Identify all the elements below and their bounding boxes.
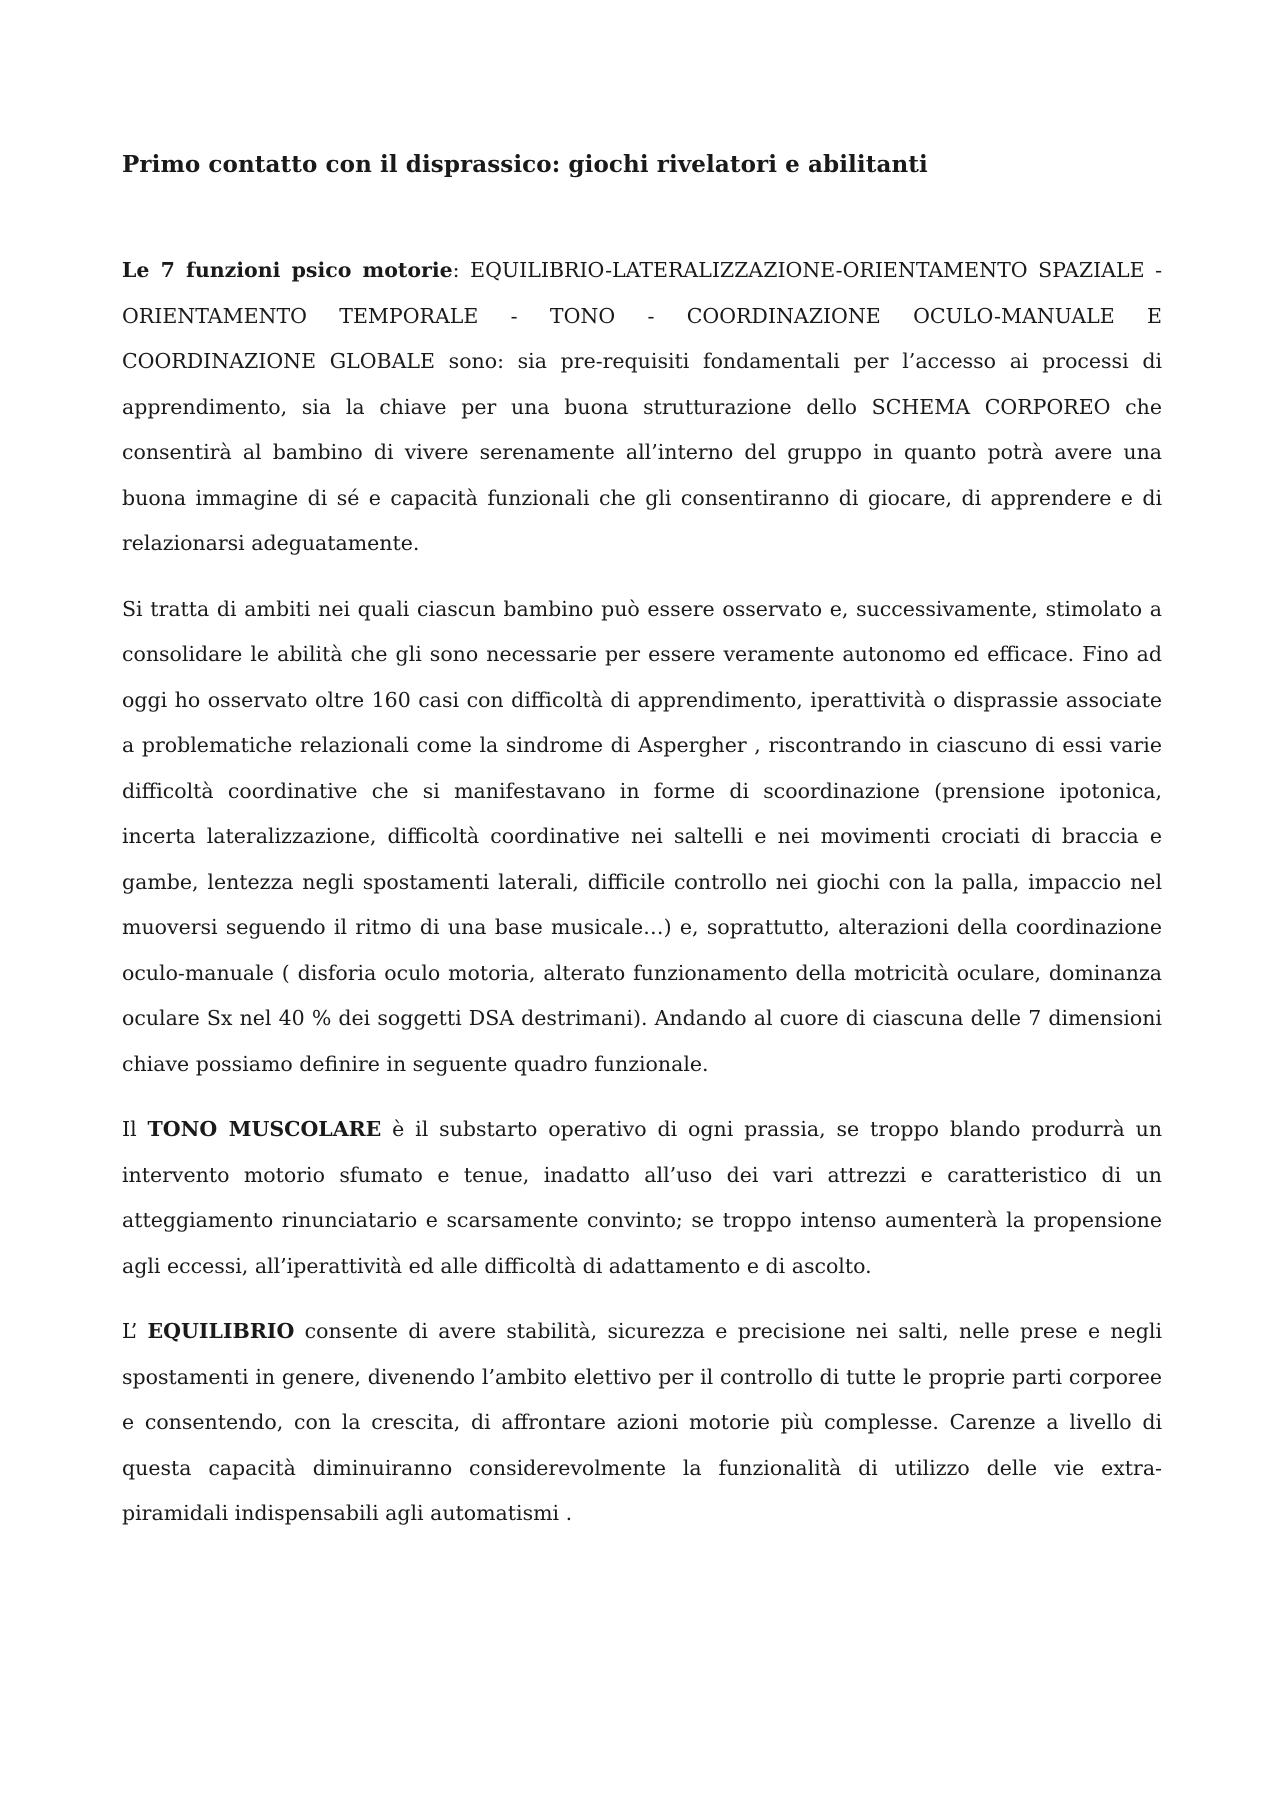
paragraph-text: Si tratta di ambiti nei quali ciascun bambino può essere osservato e, successivamente, stimolato a consolidare le abilità che gli sono necessarie per essere veramente autonomo ed efficace. Fino ad oggi ho osservato oltre 160 casi con difficoltà di apprendimento, iperattività o disprassie associate a problematiche relazionali come la sindrome di Aspergher , riscontrando in ciascuno di essi varie difficoltà coordinative che si manifestavano in forme di scoordinazione (prensione ipotonica, incerta lateralizzazione, difficoltà coordinative nei saltelli e nei movimenti crociati di braccia e gambe, lentezza negli spostamenti laterali, difficile controllo nei giochi con la palla, impaccio nel muoversi seguendo il ritmo di una base musicale…) e, soprattutto, alterazioni della coordinazione oculo-manuale ( disforia oculo motoria, alterato funzionamento della motricità oculare, dominanza oculare Sx nel 40 % dei soggetti DSA destrimani). Andando al cuore di ciascuna delle 7 dimensioni chiave possiamo definire in seguente quadro funzionale.	[122, 596, 1162, 1076]
paragraph-prefix: L’	[122, 1319, 148, 1343]
paragraph-text: è il substarto operativo di ogni prassia, se troppo blando produrrà un intervento motorio sfumato e tenue, inadatto all’uso dei vari attrezzi e caratteristico di un atteggiamento rinunciatario e scarsamente convinto; se troppo intenso aumenterà la propensione agli eccessi, all’iperattività ed alle difficoltà di adattamento e di ascolto.	[122, 1117, 1163, 1278]
bold-term-equilibrio: EQUILIBRIO	[147, 1319, 295, 1343]
paragraph-prefix: Il	[122, 1117, 148, 1141]
bold-term-tono-muscolare: TONO MUSCOLARE	[147, 1117, 382, 1141]
paragraph-balance	[122, 1309, 1162, 1537]
paragraph-observation	[122, 587, 1162, 1088]
paragraph-text: : EQUILIBRIO-LATERALIZZAZIONE-ORIENTAMENTO SPAZIALE - ORIENTAMENTO TEMPORALE - TONO - COORDINAZIONE OCULO-MANUALE E COORDINAZIONE GLOBALE sono: sia pre-requisiti fondamentali per l’accesso ai processi di apprendimento, sia la chiave per una buona strutturazione dello SCHEMA CORPOREO che consentirà al bambino di vivere serenamente all’interno del gruppo in quanto potrà avere una buona immagine di sé e capacità funzionali che gli consentiranno di giocare, di apprendere e di relazionarsi adeguatamente.	[122, 258, 1162, 555]
paragraph-muscle-tone	[122, 1107, 1162, 1289]
paragraph-text: consente di avere stabilità, sicurezza e precisione nei salti, nelle prese e negli spostamenti in genere, divenendo l’ambito elettivo per il controllo di tutte le proprie parti corporee e consentendo, con la crescita, di affrontare azioni motorie più complesse. Carenze a livello di questa capacità diminuiranno considerevolmente la funzionalità di utilizzo delle vie extra-piramidali indispensabili agli automatismi .	[122, 1319, 1162, 1525]
page-title: Primo contatto con il disprassico: giochi rivelatori e abilitanti	[122, 151, 928, 178]
document-page	[122, 148, 1162, 1557]
bold-lead-seven-functions: Le 7 funzioni psico motorie	[122, 258, 453, 282]
paragraph-psychomotor-functions	[122, 248, 1162, 567]
